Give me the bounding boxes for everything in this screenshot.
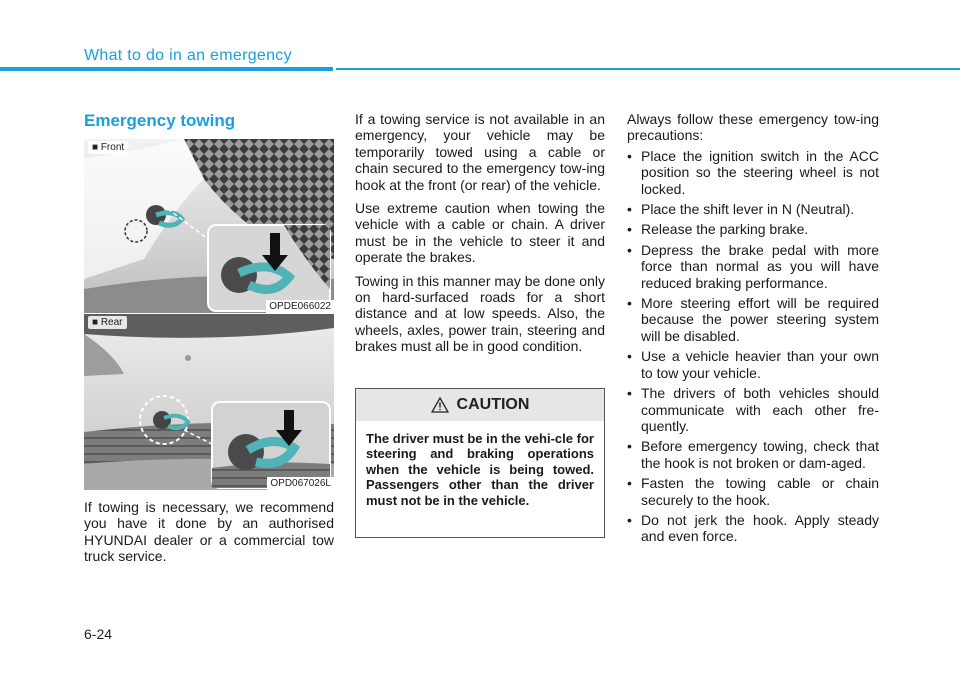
header-title: What to do in an emergency (84, 47, 292, 64)
list-item: • Place the ignition switch in the ACC position so the steering wheel is not locked. (627, 147, 879, 197)
precautions-list (627, 148, 879, 545)
list-item: • More steering effort will be required because the power steering system will be disabled. (627, 295, 879, 344)
list-item: • Release the parking brake. (627, 221, 809, 238)
column3 (627, 111, 879, 549)
warning-triangle-icon (431, 397, 449, 413)
list-item: • Use a vehicle heavier than your own to tow your vehicle. (627, 348, 879, 381)
header-rule-right (336, 68, 960, 70)
figure-rear-code: OPD067026L (267, 477, 334, 490)
caution-title: CAUTION (456, 396, 530, 413)
caution-header (356, 389, 604, 421)
column2-paragraph-1: If a towing service is not available in an emergency, your vehicle may be temporarily towed using a cable or chain secured to the emergency tow-ing hook at the front (or rear) of the vehicle. (355, 111, 605, 193)
column2-paragraph-2: Use extreme caution when towing the vehicle with a cable or chain. A driver must be in the vehicle to steer it and operate the brakes. (355, 200, 605, 266)
figure-front-code: OPDE066022 (266, 300, 334, 313)
column2 (355, 111, 605, 362)
header-rule-left (0, 67, 333, 71)
figure-front (84, 139, 334, 313)
rear-tow-hook-illustration (84, 314, 334, 490)
list-item: • Place the shift lever in N (Neutral). (627, 201, 855, 218)
column1-text: If towing is necessary, we recommend you have it done by an authorised HYUNDAI dealer or a commercial tow truck service. (84, 499, 334, 565)
page-number: 6-24 (84, 626, 113, 642)
list-item: • Before emergency towing, check that the hook is not broken or dam-aged. (627, 438, 879, 471)
caution-box (355, 388, 605, 538)
section-title: Emergency towing (84, 111, 236, 130)
caution-text: The driver must be in the vehi-cle for steering and braking operations when the vehicle is being towed. Passengers other than the driver must not be in the vehicle. (366, 431, 594, 508)
list-item: • The drivers of both vehicles should communicate with each other fre-quently. (627, 385, 879, 434)
column3-intro: Always follow these emergency tow-ing precautions: (627, 111, 879, 144)
front-tow-hook-illustration (84, 139, 334, 313)
list-item: • Do not jerk the hook. Apply steady and even force. (627, 511, 879, 545)
figure-rear (84, 313, 334, 490)
figure-rear-label: ■ Rear (88, 316, 127, 329)
list-item: • Fasten the towing cable or chain securely to the hook. (627, 475, 879, 508)
list-item: • Depress the brake pedal with more force than normal as you will have reduced braking performance. (627, 241, 879, 291)
figure-front-label: ■ Front (88, 141, 128, 154)
column2-paragraph-3: Towing in this manner may be done only on hard-surfaced roads for a short distance and at low speeds. Also, the wheels, axles, power train, steering and brakes must all be in good condition. (355, 272, 605, 355)
